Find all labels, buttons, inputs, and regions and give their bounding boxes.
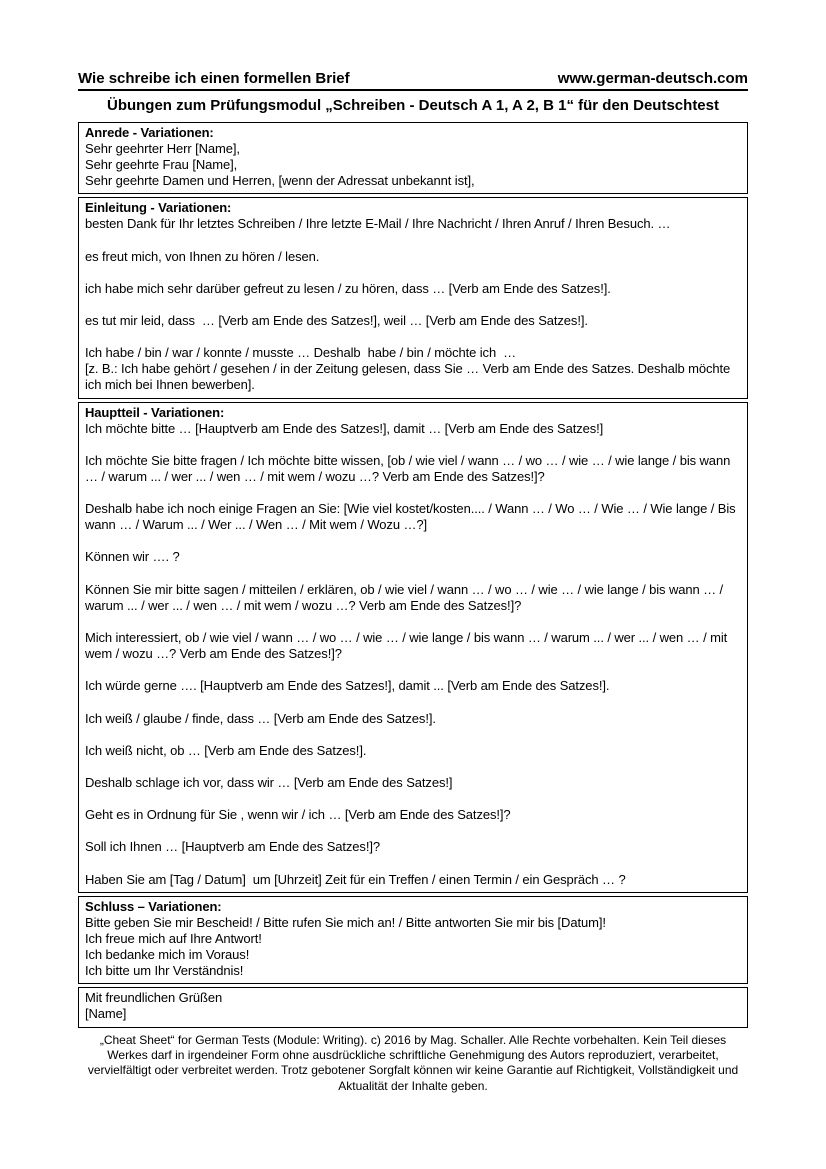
anrede-section	[78, 122, 748, 194]
text-line: Sehr geehrter Herr [Name],	[85, 140, 240, 156]
text-line	[85, 329, 741, 345]
section-heading: Einleitung - Variationen:	[85, 200, 232, 216]
text-line: Deshalb schlage ich vor, dass wir … [Verb am Ende des Satzes!]	[85, 775, 453, 791]
section-heading: Schluss – Variationen:	[85, 898, 222, 914]
text-line	[85, 566, 741, 582]
text-line: Können Sie mir bitte sagen / mitteilen / erklären, ob / wie viel / wann … / wo … / wie … / wie lange / bis wann … / warum ... / wer ... / wen … / mit wem / wozu …? Verb am Ende des Satzes!]?	[85, 581, 727, 613]
text-line: Mit freundlichen Grüßen	[85, 990, 223, 1006]
text-line: Geht es in Ordnung für Sie , wenn wir / ich … [Verb am Ende des Satzes!]?	[85, 807, 511, 823]
text-line	[85, 791, 741, 807]
text-line	[85, 694, 741, 710]
text-line	[85, 533, 741, 549]
text-line: Haben Sie am [Tag / Datum] um [Uhrzeit] Zeit für ein Treffen / einen Termin / ein Gespräch … ?	[85, 871, 626, 887]
closing-section	[78, 987, 748, 1027]
text-line	[85, 759, 741, 775]
text-line: Soll ich Ihnen … [Hauptverb am Ende des Satzes!]?	[85, 839, 380, 855]
text-line: Sehr geehrte Frau [Name],	[85, 156, 238, 172]
page-header	[78, 70, 748, 91]
hauptteil-section	[78, 402, 748, 893]
text-line: Ich bedanke mich im Voraus!	[85, 947, 250, 963]
text-line: Sehr geehrte Damen und Herren, [wenn der Adressat unbekannt ist],	[85, 173, 475, 189]
section-heading: Hauptteil - Variationen:	[85, 404, 225, 420]
text-line: [z. B.: Ich habe gehört / gesehen / in der Zeitung gelesen, dass Sie … Verb am Ende des Satzes. Deshalb möchte ich mich bei Ihnen bewerben].	[85, 361, 734, 393]
header-title: Wie schreibe ich einen formellen Brief	[78, 70, 350, 87]
text-line	[85, 485, 741, 501]
copyright-footer: „Cheat Sheet“ for German Tests (Module: Writing). c) 2016 by Mag. Schaller. Alle Rechte vorbehalten. Kein Teil dieses Werkes darf in irgendeiner Form ohne ausdrückliche schriftliche Genehmigung des Autors reproduziert, verarbeitet, vervielfältigt oder verbreitet werden. Trotz gebotener Sorgfalt können wir keine Garantie auf Richtigkeit, Vollständigkeit und Aktualität der Inhalte geben.	[87, 1032, 739, 1093]
text-line: es tut mir leid, dass … [Verb am Ende des Satzes!], weil … [Verb am Ende des Satzes!].	[85, 312, 588, 328]
text-line	[85, 437, 741, 453]
text-line: Mich interessiert, ob / wie viel / wann … / wo … / wie … / wie lange / bis wann … / warum ... / wer ... / wen … / mit wem / wozu …? Verb am Ende des Satzes!]?	[85, 630, 731, 662]
text-line: Deshalb habe ich noch einige Fragen an Sie: [Wie viel kostet/kosten.... / Wann … / Wo … / Wie … / Wie lange / Bis wann … / Warum ... / Wer ... / Wen … / Mit wem / Wozu …?]	[85, 501, 740, 533]
section-heading: Anrede - Variationen:	[85, 124, 214, 140]
text-line	[85, 265, 741, 281]
text-line: besten Dank für Ihr letztes Schreiben / Ihre letzte E-Mail / Ihre Nachricht / Ihren Anruf / Ihren Besuch. …	[85, 216, 671, 232]
text-line: Ich weiß / glaube / finde, dass … [Verb am Ende des Satzes!].	[85, 710, 436, 726]
page-title: Übungen zum Prüfungsmodul „Schreiben - Deutsch A 1, A 2, B 1“ für den Deutschtest	[106, 97, 719, 115]
text-line	[85, 727, 741, 743]
text-line	[85, 232, 741, 248]
schluss-section	[78, 896, 748, 985]
text-line	[85, 856, 741, 872]
text-line	[85, 823, 741, 839]
text-line: Ich bitte um Ihr Verständnis!	[85, 963, 244, 979]
text-line	[85, 662, 741, 678]
text-line: Bitte geben Sie mir Bescheid! / Bitte rufen Sie mich an! / Bitte antworten Sie mir bis [Datum]!	[85, 914, 606, 930]
text-line: Ich freue mich auf Ihre Antwort!	[85, 931, 262, 946]
text-line: [Name]	[85, 1006, 127, 1022]
header-website: www.german-deutsch.com	[557, 70, 748, 87]
text-line: Ich weiß nicht, ob … [Verb am Ende des Satzes!].	[85, 742, 367, 758]
einleitung-section	[78, 197, 748, 398]
text-line: Ich möchte Sie bitte fragen / Ich möchte bitte wissen, [ob / wie viel / wann … / wo … / wie … / wie lange / bis wann … / warum ... / wer ... / wen … / mit wem / wozu …? Verb am Ende des Satzes!]?	[85, 452, 734, 484]
text-line: Können wir …. ?	[85, 549, 180, 565]
text-line: ich habe mich sehr darüber gefreut zu lesen / zu hören, dass … [Verb am Ende des Satzes!].	[85, 280, 611, 296]
text-line: Ich habe / bin / war / konnte / musste … Deshalb habe / bin / möchte ich …	[85, 345, 517, 361]
text-line: Ich möchte bitte … [Hauptverb am Ende des Satzes!], damit … [Verb am Ende des Satzes!]	[85, 420, 604, 436]
text-line	[85, 297, 741, 313]
text-line	[85, 614, 741, 630]
text-line: es freut mich, von Ihnen zu hören / lesen.	[85, 248, 320, 264]
text-line: Ich würde gerne …. [Hauptverb am Ende des Satzes!], damit ... [Verb am Ende des Satzes!].	[85, 678, 610, 694]
